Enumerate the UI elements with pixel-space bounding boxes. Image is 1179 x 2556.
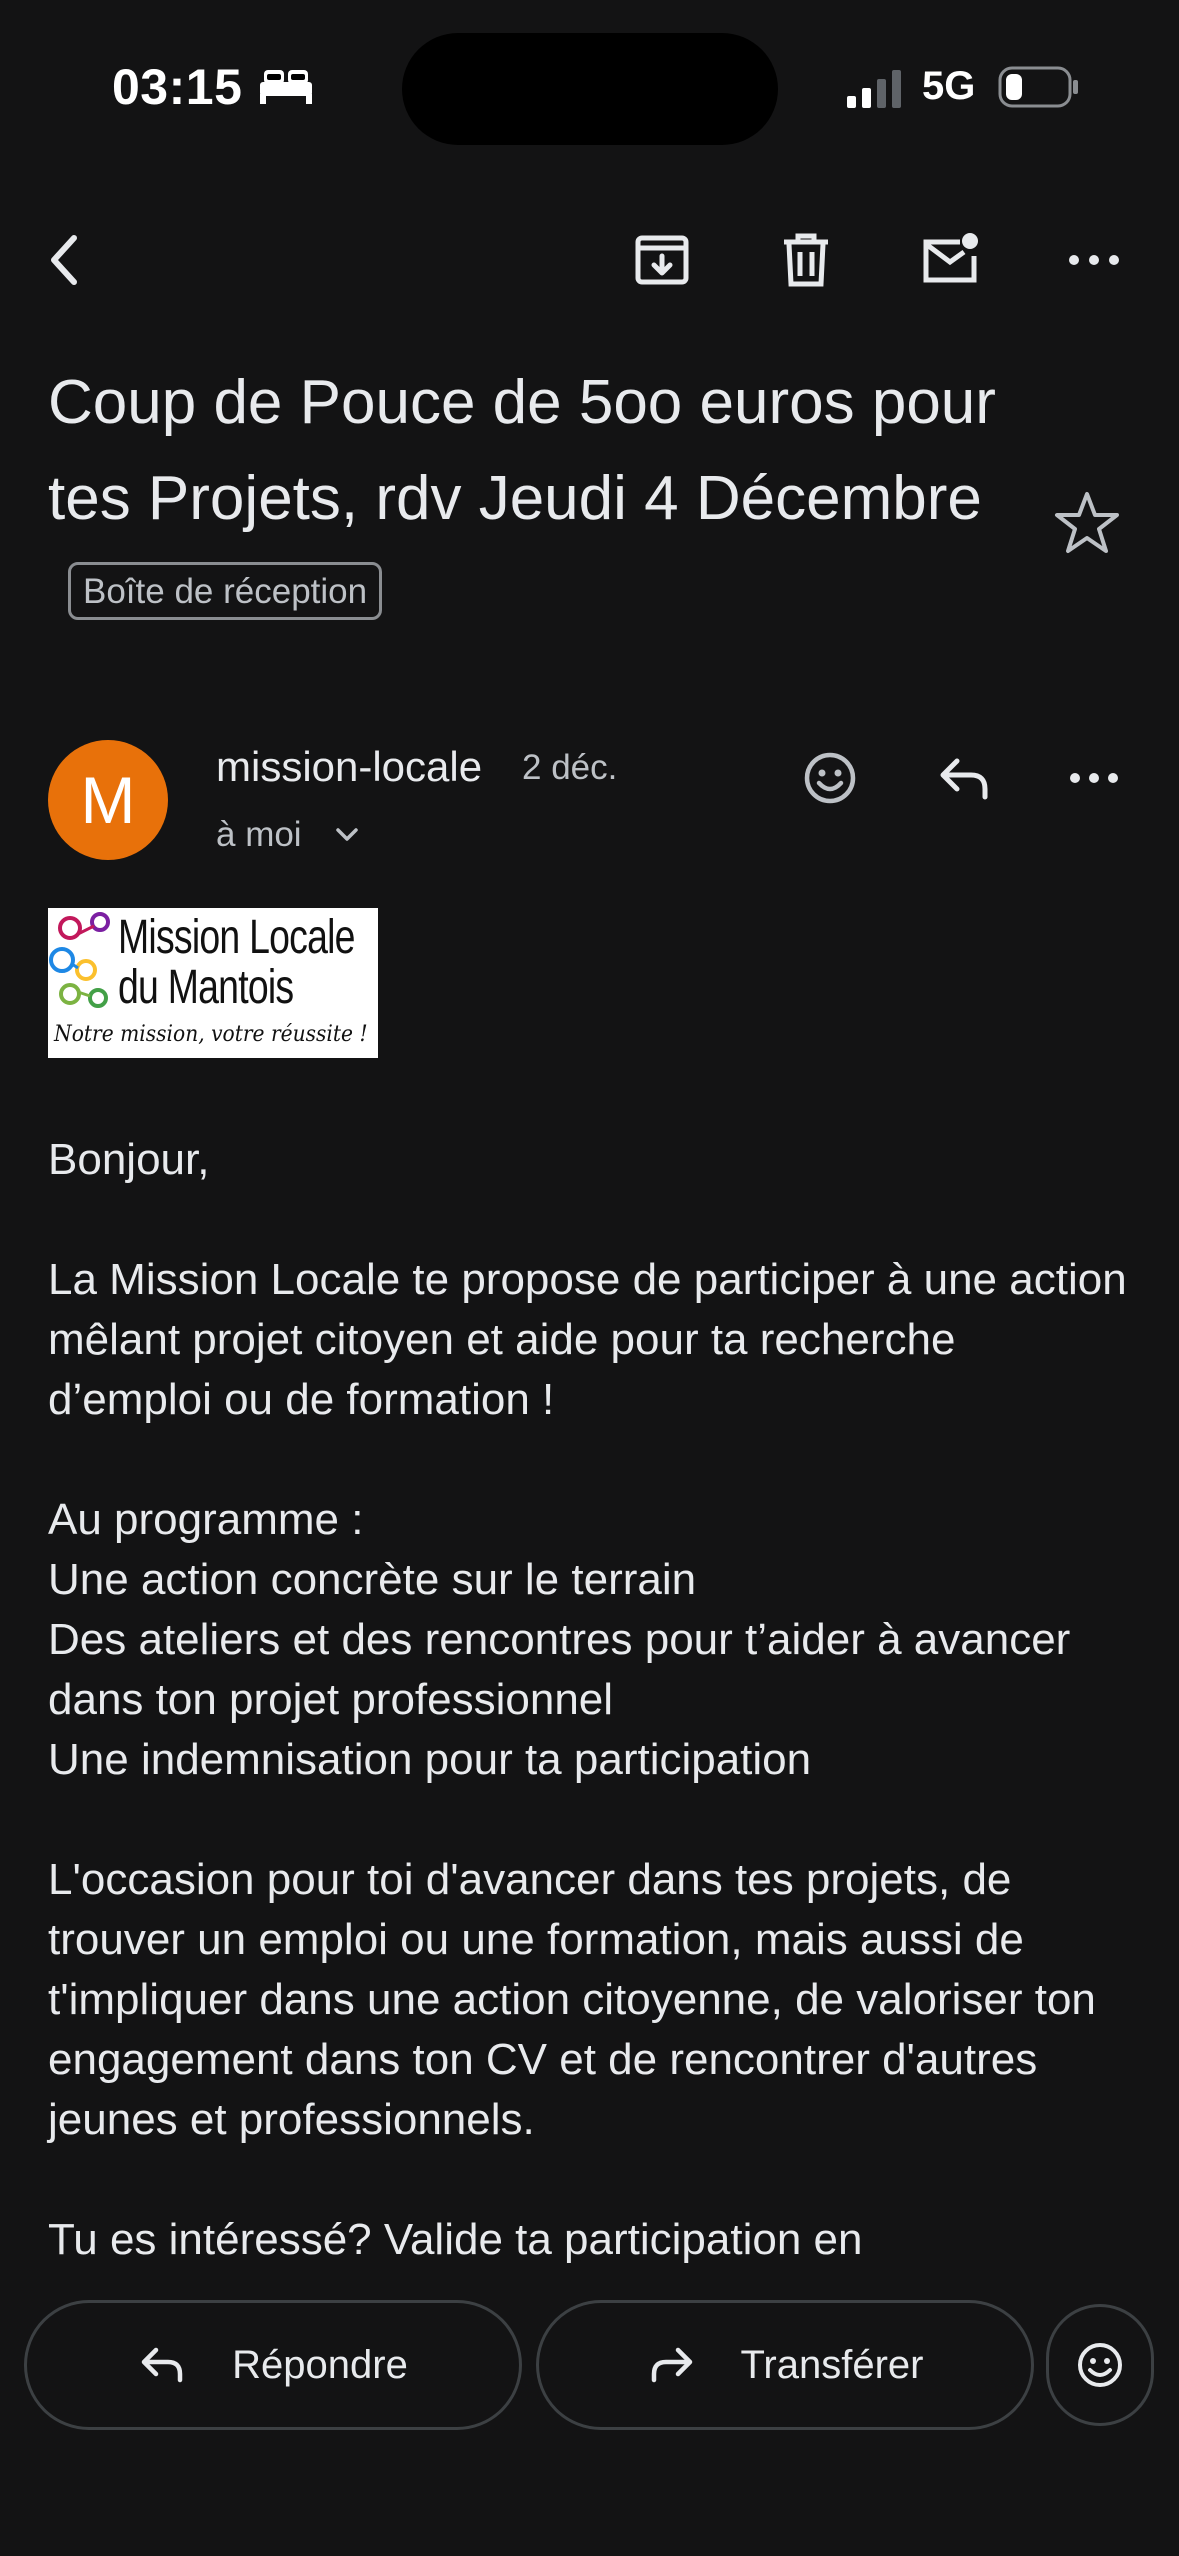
more-horizontal-icon <box>1065 749 1123 807</box>
logo-line-1: Mission Locale <box>118 911 355 964</box>
add-reaction-button[interactable] <box>790 738 870 818</box>
email-body <box>48 1130 1148 2270</box>
program-title: Au programme : <box>48 1495 364 1544</box>
reply-icon <box>935 749 993 807</box>
back-button[interactable] <box>26 220 106 300</box>
sender-name[interactable]: mission-locale <box>216 743 483 790</box>
status-time: 03:15 <box>112 59 243 115</box>
react-button[interactable] <box>1046 2304 1154 2426</box>
subject-text: Coup de Pouce de 5oo euros pour tes Projets, rdv Jeudi 4 Décembre <box>48 368 996 533</box>
emoji-icon <box>1074 2339 1126 2391</box>
recipient-toggle[interactable] <box>216 815 362 855</box>
body-greeting: Bonjour, <box>48 1135 210 1184</box>
trash-icon <box>776 230 836 290</box>
archive-button[interactable] <box>622 220 702 300</box>
mark-unread-button[interactable] <box>910 220 990 300</box>
bed-icon <box>258 66 314 106</box>
back-arrow-icon <box>36 230 96 290</box>
forward-label: Transférer <box>740 2342 924 2387</box>
email-toolbar <box>0 200 1179 320</box>
signal-icon <box>845 70 905 108</box>
reply-label: Répondre <box>232 2342 408 2387</box>
status-bar <box>0 0 1179 175</box>
body-paragraph: L'occasion pour toi d'avancer dans tes projets, de trouver un emploi ou une formation, mais aussi de t'impliquer dans une action citoyenne, de valoriser ton engagement dans ton CV et de rencontrer d'autres jeunes et professionnels. <box>48 1855 1096 2144</box>
logo-mark-icon <box>48 908 124 1018</box>
forward-button[interactable] <box>536 2300 1034 2430</box>
sender-avatar[interactable]: M <box>48 740 168 860</box>
program-item: Une indemnisation pour ta participation <box>48 1735 812 1784</box>
body-paragraph: La Mission Locale te propose de participer à une action mêlant projet citoyen et aide pour ta recherche d’emploi ou de formation ! <box>48 1255 1127 1424</box>
more-horizontal-icon <box>1064 230 1124 290</box>
more-options-button[interactable] <box>1054 220 1134 300</box>
email-date: 2 déc. <box>522 748 618 787</box>
reply-icon <box>138 2340 188 2390</box>
reply-header-button[interactable] <box>924 738 1004 818</box>
body-paragraph: Tu es intéressé? Valide ta participation en <box>48 2215 863 2264</box>
program-item: Une action concrète sur le terrain <box>48 1555 697 1604</box>
reply-button[interactable] <box>24 2300 522 2430</box>
battery-icon <box>998 66 1080 108</box>
chevron-down-icon <box>332 820 362 850</box>
dynamic-island <box>402 33 778 145</box>
logo-tagline: Notre mission, votre réussite ! <box>54 1022 368 1047</box>
inbox-label-chip[interactable]: Boîte de réception <box>68 562 382 620</box>
program-item: Des ateliers et des rencontres pour t’aider à avancer dans ton projet professionnel <box>48 1615 1071 1724</box>
emoji-icon <box>801 749 859 807</box>
forward-icon <box>646 2340 696 2390</box>
email-subject <box>48 355 1048 643</box>
mark-unread-icon <box>920 230 980 290</box>
logo-line-2: du Mantois <box>118 961 294 1014</box>
delete-button[interactable] <box>766 220 846 300</box>
message-more-button[interactable] <box>1054 738 1134 818</box>
star-icon[interactable] <box>1052 488 1122 558</box>
recipient-label: à moi <box>216 815 302 854</box>
archive-icon <box>632 230 692 290</box>
bottom-action-bar <box>0 2282 1179 2556</box>
network-type: 5G <box>922 64 976 108</box>
mission-locale-logo <box>48 908 378 1058</box>
